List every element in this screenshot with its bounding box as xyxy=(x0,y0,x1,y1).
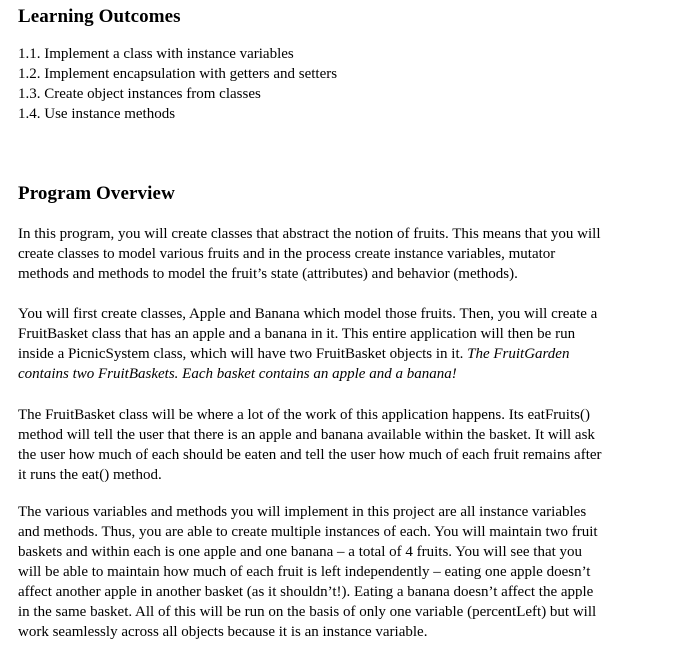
paragraph-line: work seamlessly across all objects because it is an instance variable. xyxy=(18,624,428,640)
list-item: 1.3. Create object instances from classes xyxy=(18,86,261,102)
list-item: 1.2. Implement encapsulation with getters and setters xyxy=(18,66,338,82)
paragraph-line-text: inside a PicnicSystem class, which will have two FruitBasket objects in it. xyxy=(18,346,464,362)
paragraph-line: The various variables and methods you will implement in this project are all instance variables xyxy=(18,504,587,520)
program-overview-heading: Program Overview xyxy=(18,183,175,204)
overview-paragraph-classes xyxy=(18,304,683,384)
paragraph-line: in the same basket. All of this will be run on the basis of only one variable (percentLeft) but will xyxy=(18,604,597,620)
paragraph-line: the user how much of each should be eaten and tell the user how much of each fruit remains after xyxy=(18,447,602,463)
paragraph-line: create classes to model various fruits and in the process create instance variables, mutator xyxy=(18,246,556,262)
overview-paragraph-instances xyxy=(18,502,683,642)
paragraph-line: and methods. Thus, you are able to create multiple instances of each. You will maintain two fruit xyxy=(18,524,598,540)
paragraph-line: methods and methods to model the fruit’s state (attributes) and behavior (methods). xyxy=(18,266,518,282)
learning-outcomes-list xyxy=(18,44,337,124)
paragraph-line: You will first create classes, Apple and Banana which model those fruits. Then, you will create a xyxy=(18,306,598,322)
paragraph-line: In this program, you will create classes that abstract the notion of fruits. This means that you will xyxy=(18,226,601,242)
paragraph-line: The FruitBasket class will be where a lot of the work of this application happens. Its eatFruits() xyxy=(18,407,590,423)
paragraph-line: FruitBasket class that has an apple and a banana in it. This entire application will then be run xyxy=(18,326,576,342)
learning-outcomes-heading: Learning Outcomes xyxy=(18,6,181,27)
overview-paragraph-fruitbasket xyxy=(18,405,683,485)
italic-note: The FruitGarden xyxy=(463,346,570,362)
paragraph-line: baskets and within each is one apple and one banana – a total of 4 fruits. You will see that you xyxy=(18,544,583,560)
list-item: 1.1. Implement a class with instance variables xyxy=(18,46,294,62)
paragraph-line: it runs the eat() method. xyxy=(18,467,162,483)
paragraph-line: method will tell the user that there is an apple and banana available within the basket. It will ask xyxy=(18,427,595,443)
paragraph-line: will be able to maintain how much of each fruit is left independently – eating one apple doesn’t xyxy=(18,564,591,580)
paragraph-line: affect another apple in another basket (as it shouldn’t!). Eating a banana doesn’t affect the apple xyxy=(18,584,594,600)
list-item: 1.4. Use instance methods xyxy=(18,106,176,122)
italic-note-line: contains two FruitBaskets. Each basket contains an apple and a banana! xyxy=(18,366,457,382)
paragraph-line xyxy=(18,344,683,364)
overview-paragraph-intro xyxy=(18,224,683,284)
